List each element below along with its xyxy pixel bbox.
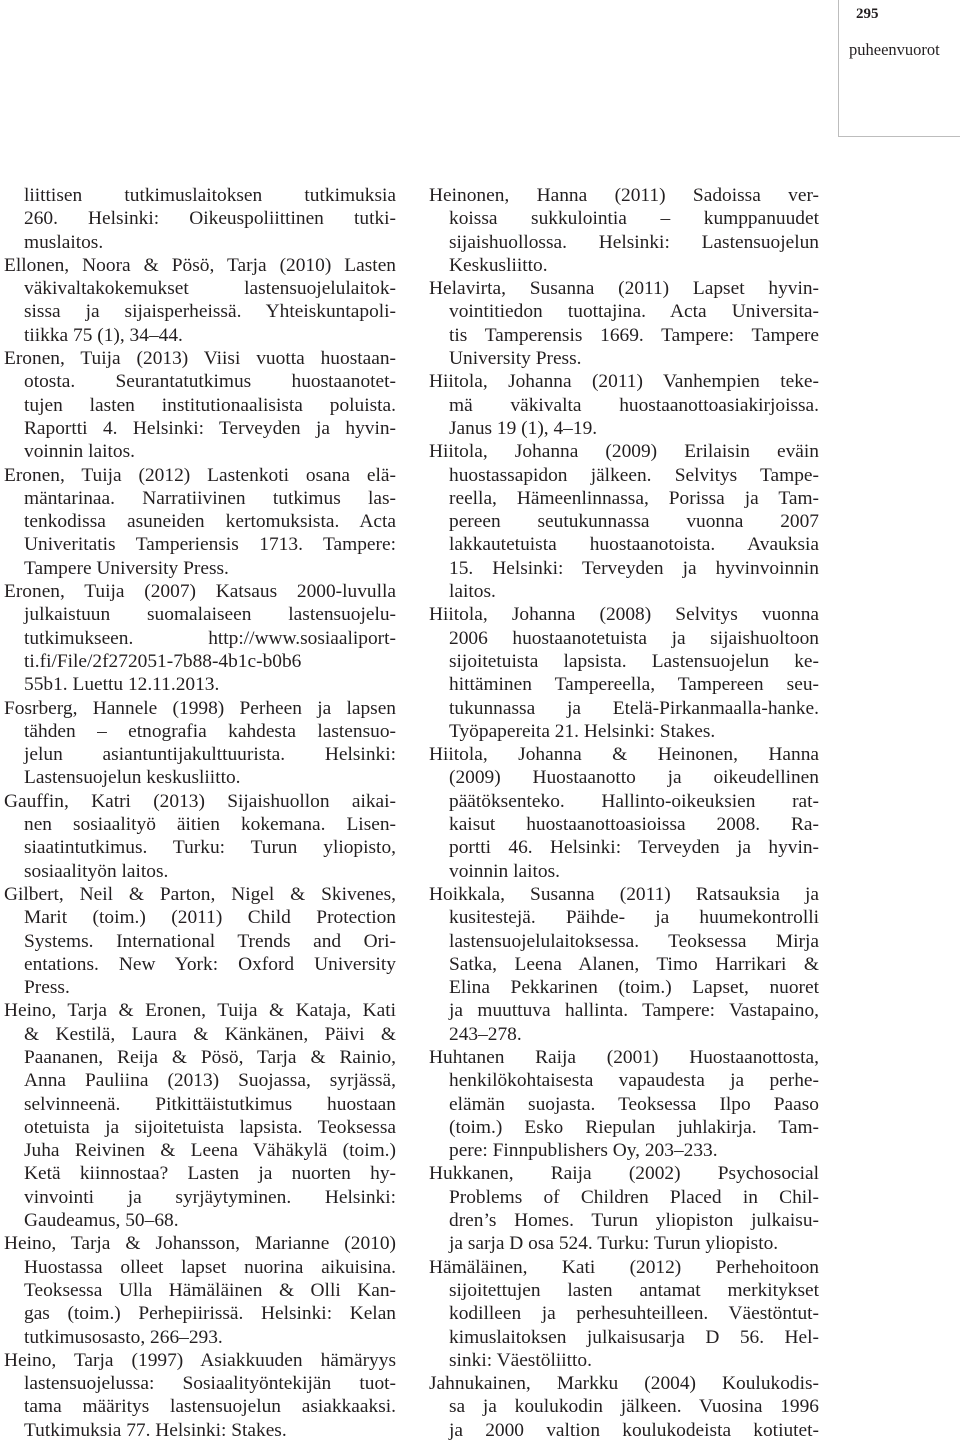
- reference-line: tutkimusosasto, 266–293.: [24, 1326, 223, 1348]
- reference-entry-start: Eronen, Tuija (2012) Lastenkoti osana elä-: [4, 464, 396, 486]
- reference-line: lastensuojelulaitoksessa. Teoksessa Mirja: [449, 930, 819, 952]
- reference-line: sijoitettujen lasten antamat merkitykset: [449, 1279, 819, 1301]
- reference-line: siaatintutkimus. Turku: Turun yliopisto,: [24, 837, 396, 859]
- reference-line: tutkimukseen. http://www.sosiaaliport-: [24, 627, 396, 649]
- reference-entry-start: Hiitola, Johanna (2009) Erilaisin eväin: [429, 441, 819, 463]
- reference-line: sijaishuollossa. Helsinki: Lastensuojelun: [449, 231, 819, 253]
- reference-entry-start: Heinonen, Hanna (2011) Sadoissa ver-: [429, 185, 819, 206]
- reference-entry-start: Hiitola, Johanna (2011) Vanhempien teke-: [429, 371, 819, 393]
- reference-line: otosta. Seurantatutkimus huostaanotet-: [24, 371, 396, 393]
- reference-line: päätöksenteko. Hallinto-oikeuksien rat-: [449, 790, 819, 812]
- reference-line: ja sarja D osa 524. Turku: Turun yliopisto.: [449, 1233, 779, 1255]
- reference-line: 15. Helsinki: Terveyden ja hyvinvoinnin: [449, 557, 819, 579]
- reference-entry-start: Eronen, Tuija (2007) Katsaus 2000-luvulla: [4, 581, 396, 603]
- reference-line: & Kestilä, Laura & Känkänen, Päivi &: [24, 1023, 396, 1045]
- reference-line: portti 46. Helsinki: Terveyden ja hyvin-: [449, 837, 819, 859]
- reference-line: Janus 19 (1), 4–19.: [449, 417, 598, 439]
- reference-line: Problems of Children Placed in Chil-: [449, 1186, 819, 1208]
- reference-line: tujen lasten institutionaalisista poluista.: [24, 394, 396, 416]
- reference-entry-start: Ellonen, Noora & Pösö, Tarja (2010) Lasten: [4, 254, 396, 276]
- reference-line: elämän suojasta. Teoksessa Ilpo Paaso: [449, 1093, 819, 1115]
- reference-line: koissa sukkulointia – kumppanuudet: [449, 208, 819, 230]
- reference-line: lakkautetuista huostaanotoista. Avauksia: [449, 534, 819, 556]
- reference-line: Huostassa olleet lapset nuorina aikuisina.: [24, 1256, 396, 1278]
- reference-line: ti.fi/File/2f272051-7b88-4b1c-b0b6: [24, 650, 302, 672]
- reference-line: Marit (toim.) (2011) Child Protection: [24, 907, 396, 929]
- reference-line: Univeritatis Tamperiensis 1713. Tampere:: [24, 534, 396, 556]
- reference-line: vointitiedon tuottajina. Acta Universita-: [449, 301, 819, 323]
- reference-entry-start: Hoikkala, Susanna (2011) Ratsauksia ja: [429, 883, 819, 905]
- reference-line: jelun asiantuntijakulttuurista. Helsinki:: [24, 744, 396, 766]
- section-name: puheenvuorot: [849, 40, 940, 59]
- reference-line: Tutkimuksia 77. Helsinki: Stakes.: [24, 1419, 287, 1441]
- reference-line: sinki: Väestöliitto.: [449, 1349, 592, 1371]
- reference-line: ja 2000 valtion koulukodeista kotiutet-: [449, 1419, 819, 1441]
- reference-line: nen sosiaalityö äitien kokemana. Lisen-: [24, 814, 396, 836]
- reference-line: Anna Pauliina (2013) Suojassa, syrjässä,: [24, 1070, 396, 1092]
- reference-line: sijoitetuista lapsista. Lastensuojelun ke-: [449, 650, 819, 672]
- reference-entry-start: Gilbert, Neil & Parton, Nigel & Skivenes,: [4, 883, 396, 905]
- page-number: 295: [856, 6, 879, 22]
- reference-line: kimuslaitoksen julkaisusarja D 56. Hel-: [449, 1326, 819, 1348]
- reference-line: kodilleen ja perhesuhteilleen. Väestöntut-: [449, 1303, 819, 1325]
- reference-line: sissa ja sijaisperheissä. Yhteiskuntapoli-: [24, 301, 396, 323]
- reference-line: Gaudeamus, 50–68.: [24, 1210, 179, 1232]
- reference-entry-start: Gauffin, Katri (2013) Sijaishuollon aikai-: [4, 790, 396, 812]
- reference-line: Tampere University Press.: [24, 557, 229, 579]
- reference-line: Teoksessa Ulla Hämäläinen & Olli Kan-: [24, 1279, 396, 1301]
- reference-line: tis Tamperensis 1669. Tampere: Tampere: [449, 324, 819, 346]
- reference-line: Satka, Leena Alanen, Timo Harrikari &: [449, 953, 819, 975]
- reference-line: tähden – etnografia kahdesta lastensuo-: [24, 720, 396, 742]
- reference-line: tiikka 75 (1), 34–44.: [24, 324, 183, 346]
- reference-column-left: [4, 184, 396, 1442]
- reference-line: vinvointi ja syrjäytyminen. Helsinki:: [24, 1186, 396, 1208]
- reference-entry-start: Huhtanen Raija (2001) Huostaanottosta,: [429, 1046, 819, 1068]
- reference-line: muslaitos.: [24, 231, 104, 253]
- reference-line: Työpapereita 21. Helsinki: Stakes.: [449, 720, 716, 742]
- reference-line: voinnin laitos.: [449, 860, 560, 882]
- reference-line: gas (toim.) Perhepiirissä. Helsinki: Kelan: [24, 1303, 396, 1325]
- reference-entry-start: Hukkanen, Raija (2002) Psychosocial: [429, 1163, 819, 1185]
- reference-line: sosiaalityön laitos.: [24, 860, 169, 882]
- reference-line: Keskusliitto.: [449, 254, 548, 276]
- reference-line: Ketä kiinnostaa? Lasten ja nuorten hy-: [24, 1163, 396, 1185]
- reference-line: (2009) Huostaanotto ja oikeudellinen: [449, 767, 819, 789]
- reference-line: sa ja koulukodin jälkeen. Vuosina 1996: [449, 1396, 819, 1418]
- reference-line: mä väkivalta huostaanottoasiakirjoissa.: [449, 394, 819, 416]
- reference-line: 55b1. Luettu 12.11.2013.: [24, 674, 220, 696]
- reference-line: Paananen, Reija & Pösö, Tarja & Rainio,: [24, 1046, 396, 1068]
- reference-line: 260. Helsinki: Oikeuspoliittinen tutki-: [24, 208, 396, 230]
- reference-line: dren’s Homes. Turun yliopiston julkaisu-: [449, 1210, 819, 1232]
- reference-line: Systems. International Trends and Ori-: [24, 930, 396, 952]
- reference-line: reella, Hämeenlinnassa, Porissa ja Tam-: [449, 487, 819, 509]
- reference-line: University Press.: [449, 348, 582, 370]
- reference-line: entations. New York: Oxford University: [24, 953, 396, 975]
- reference-entry-start: Heino, Tarja & Eronen, Tuija & Kataja, Kati: [4, 1000, 396, 1022]
- reference-entry-start: Hiitola, Johanna (2008) Selvitys vuonna: [429, 604, 819, 626]
- reference-entry-start: Jahnukainen, Markku (2004) Koulukodis-: [429, 1373, 819, 1395]
- reference-entry-start: Hiitola, Johanna & Heinonen, Hanna: [429, 744, 819, 766]
- reference-line: Lastensuojelun keskusliitto.: [24, 767, 241, 789]
- reference-entry-start: Eronen, Tuija (2013) Viisi vuotta huostaan-: [4, 348, 396, 370]
- reference-line: hittäminen Tampereella, Tampereen seu-: [449, 674, 819, 696]
- reference-line: ja muuttuva hallinta. Tampere: Vastapaino,: [449, 1000, 819, 1022]
- reference-line: julkaistuun suomalaiseen lastensuojelu-: [24, 604, 396, 626]
- reference-entry-start: Heino, Tarja & Johansson, Marianne (2010): [4, 1233, 396, 1255]
- reference-line: Raportti 4. Helsinki: Terveyden ja hyvin-: [24, 417, 396, 439]
- reference-line: voinnin laitos.: [24, 441, 135, 463]
- reference-line: laitos.: [449, 581, 496, 603]
- reference-entry-start: Helavirta, Susanna (2011) Lapset hyvin-: [429, 278, 819, 300]
- reference-line: mäntarinaa. Narratiivinen tutkimus las-: [24, 487, 396, 509]
- reference-line: väkivaltakokemukset lastensuojelulaitok-: [24, 278, 396, 300]
- reference-line: lastensuojelussa: Sosiaalityöntekijän tuot-: [24, 1373, 396, 1395]
- reference-line: 2006 huostaanotetuista ja sijaishuoltoon: [449, 627, 819, 649]
- reference-line: Juha Reivinen & Leena Vähäkylä (toim.): [24, 1140, 396, 1162]
- reference-line: henkilökohtaisesta vapaudesta ja perhe-: [449, 1070, 819, 1092]
- reference-line: kaisut huostaanottoasioissa 2008. Ra-: [449, 814, 819, 836]
- reference-line: pereen seutukunnassa vuonna 2007: [449, 511, 819, 533]
- reference-line: Press.: [24, 977, 70, 999]
- reference-column-right: [429, 184, 819, 1442]
- reference-line: tama määritys lastensuojelun asiakkaaksi.: [24, 1396, 396, 1418]
- reference-line: selvinneenä. Pitkittäistutkimus huostaan: [24, 1093, 396, 1115]
- reference-line: huostassapidon jälkeen. Selvitys Tampe-: [449, 464, 819, 486]
- reference-entry-start: Fosrberg, Hannele (1998) Perheen ja lapsen: [4, 697, 396, 719]
- reference-line: tenkodissa asuneiden kertomuksista. Acta: [24, 511, 396, 533]
- reference-line: pere: Finnpublishers Oy, 203–233.: [449, 1140, 718, 1162]
- reference-entry-start: Heino, Tarja (1997) Asiakkuuden hämäryys: [4, 1349, 396, 1371]
- reference-line: liittisen tutkimuslaitoksen tutkimuksia: [24, 185, 396, 206]
- reference-line: Elina Pekkarinen (toim.) Lapset, nuoret: [449, 977, 819, 999]
- reference-line: (toim.) Esko Riepulan juhlakirja. Tam-: [449, 1116, 819, 1138]
- reference-line: otetuista ja sijoitetuista lapsista. Teoksessa: [24, 1116, 396, 1138]
- reference-line: 243–278.: [449, 1023, 522, 1045]
- reference-line: tukunnassa ja Etelä-Pirkanmaalla-hanke.: [449, 697, 819, 719]
- reference-line: kusitestejä. Päihde- ja huumekontrolli: [449, 907, 819, 929]
- reference-entry-start: Hämäläinen, Kati (2012) Perhehoitoon: [429, 1256, 819, 1278]
